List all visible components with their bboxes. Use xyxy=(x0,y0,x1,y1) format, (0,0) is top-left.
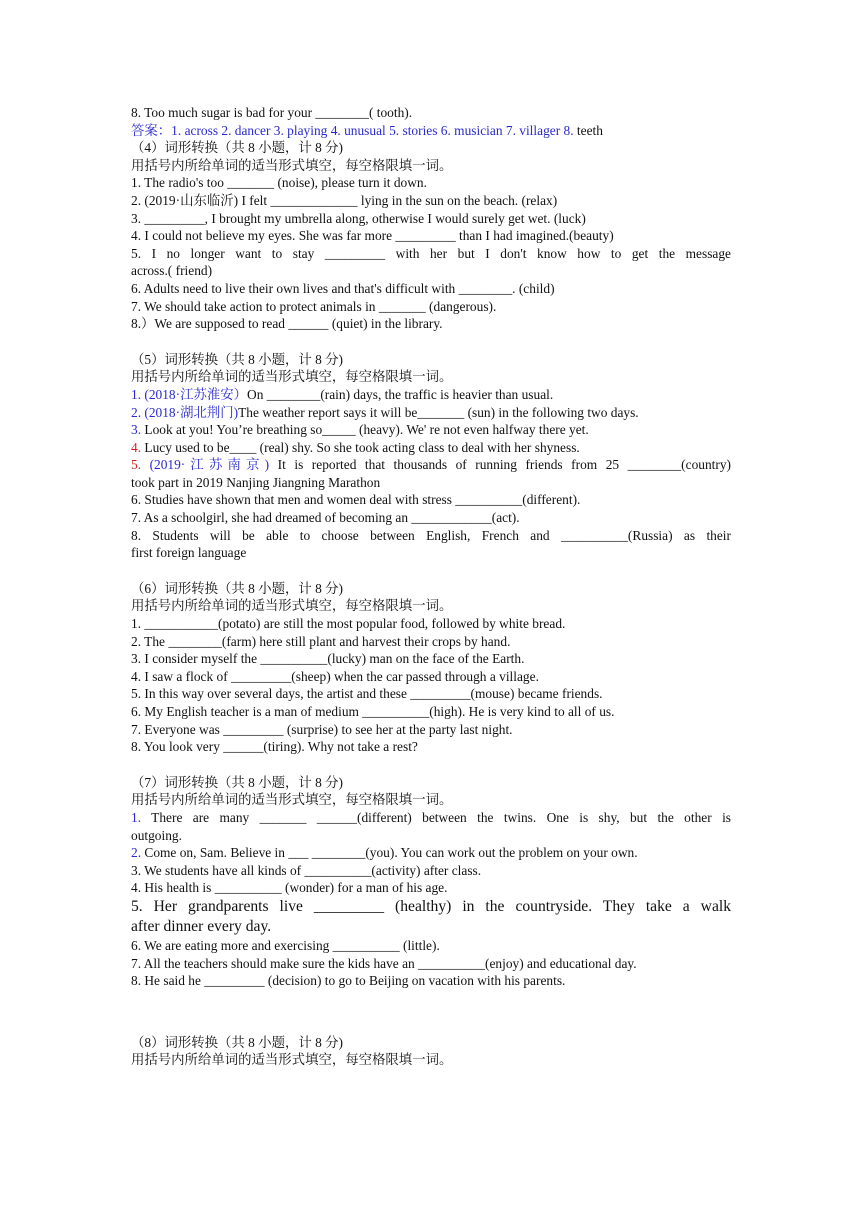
s6-question-7: 7. Everyone was _________ (surprise) to see her at the party last night. xyxy=(131,721,513,737)
s4-question-4: 4. I could not believe my eyes. She was far more _________ than I had imagined.(beauty) xyxy=(131,228,614,244)
answer-label: 答案： xyxy=(131,122,172,138)
s6-question-5: 5. In this way over several days, the artist and these _________(mouse) became friends. xyxy=(131,686,603,702)
s7-question-1-cont: outgoing. xyxy=(131,827,182,843)
s5-q5-source: (2019·江苏南京) xyxy=(141,457,270,473)
s5-question-6: 6. Studies have shown that men and women deal with stress __________(different). xyxy=(131,492,581,508)
s6-question-1: 1. ___________(potato) are still the most popular food, followed by white bread. xyxy=(131,616,566,632)
s4-question-6: 6. Adults need to live their own lives and that's difficult with ________. (child) xyxy=(131,280,555,296)
s5-q2-text: The weather report says it will be_______ (sun) in the following two days. xyxy=(238,404,639,420)
s5-q4-text: Lucy used to be____ (real) shy. So she took acting class to deal with her shyness. xyxy=(141,439,580,455)
s7-q1-text: There are many _______ ______(different) between the twins. One is shy, but the other is xyxy=(141,809,731,825)
section-7-heading: （7）词形转换（共 8 小题，计 8 分) xyxy=(131,774,344,790)
s5-question-2 xyxy=(131,404,731,422)
s4-question-7: 7. We should take action to protect animals in _______ (dangerous). xyxy=(131,298,497,314)
s5-q3-text: Look at you! You’re breathing so_____ (heavy). We' re not even halfway there yet. xyxy=(141,422,589,438)
answer-items: 1. across 2. dancer 3. playing 4. unusual 5. stories 6. musician 7. villager 8. xyxy=(171,122,574,138)
s5-q2-source: 2. (2018·湖北荆门) xyxy=(131,404,239,420)
section-6-instruction: 用括号内所给单词的适当形式填空，每空格限填一词。 xyxy=(131,598,453,614)
section-4-instruction: 用括号内所给单词的适当形式填空，每空格限填一词。 xyxy=(131,157,453,173)
section-6-heading: （6）词形转换（共 8 小题，计 8 分) xyxy=(131,580,344,596)
s5-q4-number: 4. xyxy=(131,439,142,455)
s7-question-7: 7. All the teachers should make sure the kids have an __________(enjoy) and educational day. xyxy=(131,955,637,971)
s5-question-8: 8. Students will be able to choose between English, French and __________(Russia) as their xyxy=(131,527,731,543)
s7-question-8: 8. He said he _________ (decision) to go to Beijing on vacation with his parents. xyxy=(131,973,566,989)
s7-q2-number: 2. xyxy=(131,845,142,861)
section-4-heading: （4）词形转换（共 8 小题，计 8 分) xyxy=(131,140,344,156)
s4-question-8: 8.）We are supposed to read ______ (quiet) in the library. xyxy=(131,316,443,332)
section-5-heading: （5）词形转换（共 8 小题，计 8 分) xyxy=(131,351,344,367)
s7-question-2 xyxy=(131,844,731,862)
section-8-heading: （8）词形转换（共 8 小题，计 8 分) xyxy=(131,1034,344,1050)
s7-q2-text: Come on, Sam. Believe in ___ ________(you). You can work out the problem on your own. xyxy=(141,845,638,861)
s5-question-3 xyxy=(131,421,731,439)
s5-question-5-cont: took part in 2019 Nanjing Jiangning Marathon xyxy=(131,474,381,490)
s6-question-4: 4. I saw a flock of _________(sheep) when the car passed through a village. xyxy=(131,668,539,684)
s7-question-1 xyxy=(131,809,731,827)
s5-q3-number: 3. xyxy=(131,422,142,438)
s6-question-8: 8. You look very ______(tiring). Why not take a rest? xyxy=(131,739,418,755)
s4-question-1: 1. The radio's too _______ (noise), please turn it down. xyxy=(131,175,427,191)
s7-question-3: 3. We students have all kinds of __________(activity) after class. xyxy=(131,862,482,878)
document-page xyxy=(131,104,731,1069)
s7-question-6: 6. We are eating more and exercising __________ (little). xyxy=(131,937,440,953)
answer-last: teeth xyxy=(573,122,603,138)
s5-question-5 xyxy=(131,456,731,474)
s5-question-1 xyxy=(131,386,731,404)
s5-q5-text: It is reported that thousands of running friends from 25 ________(country) xyxy=(269,457,731,473)
s5-q1-source: 1. (2018·江苏淮安） xyxy=(131,386,248,402)
s7-question-5: 5. Her grandparents live _________ (healthy) in the countryside. They take a walk xyxy=(131,897,731,915)
answer-key xyxy=(131,122,731,140)
section-5-instruction: 用括号内所给单词的适当形式填空，每空格限填一词。 xyxy=(131,369,453,385)
s7-q1-number: 1. xyxy=(131,809,142,825)
s7-question-4: 4. His health is __________ (wonder) for a man of his age. xyxy=(131,880,448,896)
s5-question-7: 7. As a schoolgirl, she had dreamed of becoming an ____________(act). xyxy=(131,510,520,526)
s4-question-5-cont: across.( friend) xyxy=(131,263,213,279)
s5-q5-number: 5. xyxy=(131,457,142,473)
s5-question-4 xyxy=(131,439,731,457)
s5-q1-text: On ________(rain) days, the traffic is heavier than usual. xyxy=(247,386,554,402)
question-8-tooth: 8. Too much sugar is bad for your ________( tooth). xyxy=(131,105,413,120)
s6-question-6: 6. My English teacher is a man of medium __________(high). He is very kind to all of us. xyxy=(131,704,615,719)
section-8-instruction: 用括号内所给单词的适当形式填空，每空格限填一词。 xyxy=(131,1052,453,1068)
s4-question-2: 2. (2019·山东临沂) I felt _____________ lying in the sun on the beach. (relax) xyxy=(131,192,558,208)
s5-question-8-cont: first foreign language xyxy=(131,545,247,561)
s6-question-2: 2. The ________(farm) here still plant and harvest their crops by hand. xyxy=(131,633,511,649)
s4-question-5: 5. I no longer want to stay _________ with her but I don't know how to get the message xyxy=(131,245,731,261)
section-7-instruction: 用括号内所给单词的适当形式填空，每空格限填一词。 xyxy=(131,792,453,808)
s7-question-5-cont: after dinner every day. xyxy=(131,917,272,935)
s4-question-3: 3. _________, I brought my umbrella along, otherwise I would surely get wet. (luck) xyxy=(131,210,586,226)
s6-question-3: 3. I consider myself the __________(lucky) man on the face of the Earth. xyxy=(131,651,525,667)
